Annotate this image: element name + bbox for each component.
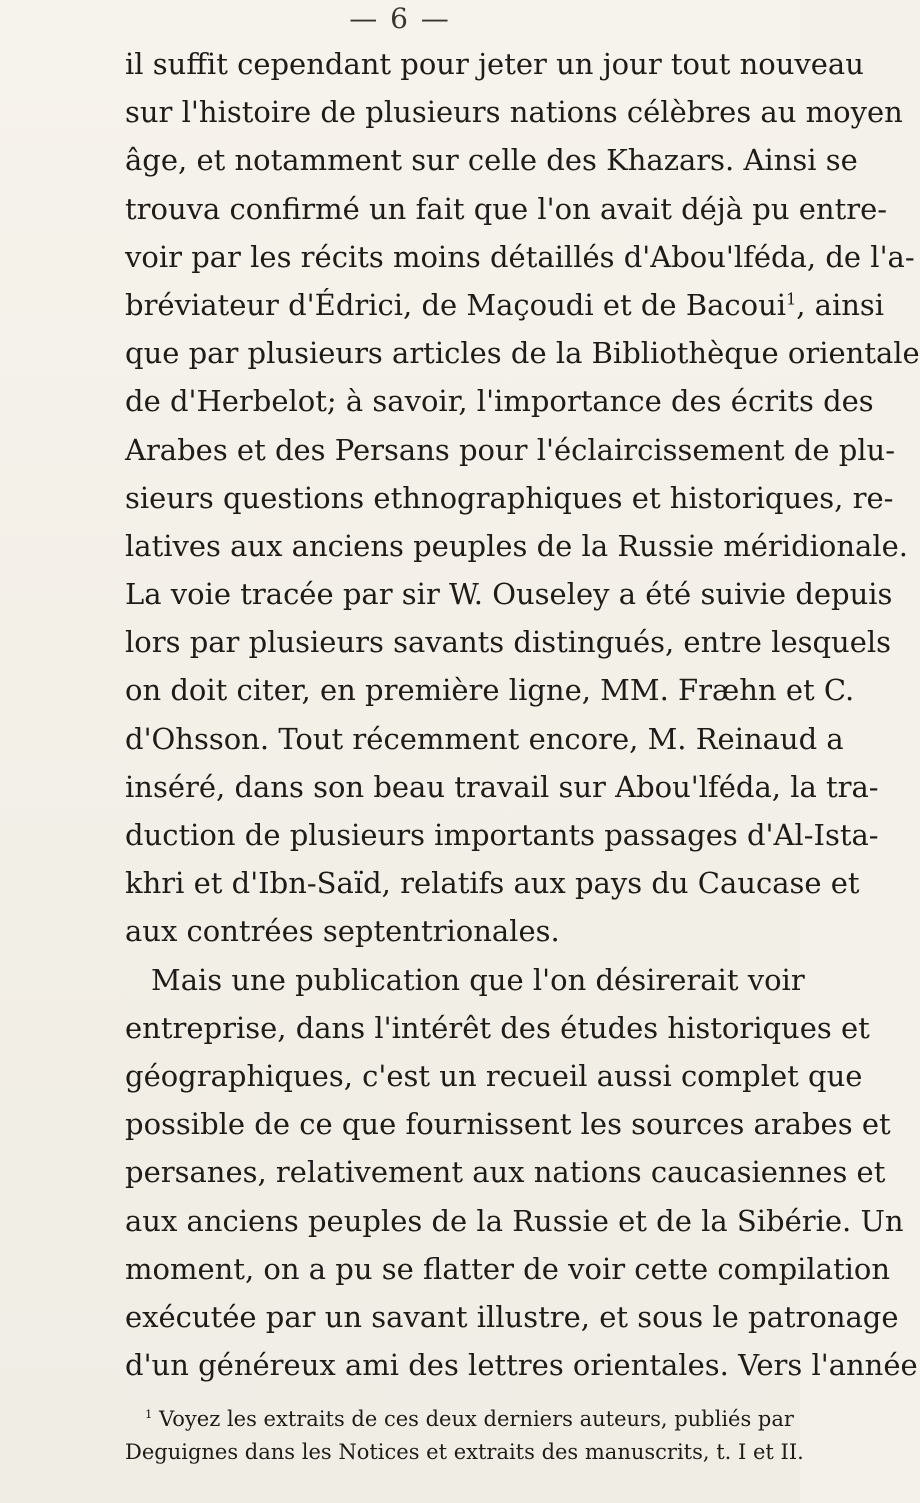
main-text bbox=[125, 40, 920, 1389]
text-line: d'un généreux ami des lettres orientales. Vers l'année bbox=[125, 1348, 918, 1383]
text-line: inséré, dans son beau travail sur Abou'lféda, la tra- bbox=[125, 769, 879, 804]
text-line: khri et d'Ibn-Saïd, relatifs aux pays du Caucase et bbox=[125, 866, 860, 901]
text-line: entreprise, dans l'intérêt des études historiques et bbox=[125, 1010, 870, 1045]
text-line: La voie tracée par sir W. Ouseley a été suivie depuis bbox=[125, 577, 893, 612]
text-line: Arabes et des Persans pour l'éclaircissement de plu- bbox=[125, 432, 896, 467]
text-line: lors par plusieurs savants distingués, entre lesquels bbox=[125, 625, 892, 660]
footnote bbox=[125, 1403, 804, 1469]
text-line: exécutée par un savant illustre, et sous le patronage bbox=[125, 1299, 899, 1334]
text-line: d'Ohsson. Tout récemment encore, M. Reinaud a bbox=[125, 721, 844, 756]
footnote-marker: 1 bbox=[145, 1407, 153, 1421]
footnote-text: Voyez les extraits de ces deux derniers auteurs, publiés par bbox=[159, 1407, 794, 1431]
text-line: aux anciens peuples de la Russie et de la Sibérie. Un bbox=[125, 1203, 904, 1238]
text-segment: bréviateur d'Édrici, de Maçoudi et de Bacoui bbox=[125, 287, 787, 322]
footnote-line: Deguignes dans les Notices et extraits des manuscrits, t. I et II. bbox=[125, 1440, 804, 1464]
text-line: de d'Herbelot; à savoir, l'importance des écrits des bbox=[125, 384, 874, 419]
footnote-reference: 1 bbox=[786, 289, 797, 309]
footnote-line bbox=[125, 1403, 794, 1436]
text-line-with-note bbox=[125, 281, 885, 329]
paragraph-start-line: Mais une publication que l'on désirerait voir bbox=[151, 962, 805, 997]
text-line: géographiques, c'est un recueil aussi complet que bbox=[125, 1058, 863, 1093]
text-line: persanes, relativement aux nations caucasiennes et bbox=[125, 1155, 886, 1190]
text-segment: , ainsi bbox=[796, 287, 885, 322]
text-line: duction de plusieurs importants passages d'Al-Ista- bbox=[125, 818, 879, 852]
text-line: aux contrées septentrionales. bbox=[125, 914, 560, 949]
text-line: on doit citer, en première ligne, MM. Fræhn et C. bbox=[125, 673, 855, 708]
text-line: trouva confirmé un fait que l'on avait déjà pu entre- bbox=[125, 191, 888, 226]
text-line: possible de ce que fournissent les sources arabes et bbox=[125, 1107, 891, 1142]
text-line: âge, et notamment sur celle des Khazars. Ainsi se bbox=[125, 143, 858, 178]
text-line: il suffit cependant pour jeter un jour tout nouveau bbox=[125, 47, 864, 81]
text-line: sur l'histoire de plusieurs nations célèbres au moyen bbox=[125, 95, 903, 130]
text-line: moment, on a pu se flatter de voir cette compilation bbox=[125, 1251, 891, 1286]
text-line: latives aux anciens peuples de la Russie méridionale. bbox=[125, 528, 908, 563]
page-number: — 6 — bbox=[349, 2, 451, 35]
text-line: voir par les récits moins détaillés d'Abou'lféda, de l'a- bbox=[125, 239, 915, 274]
text-line: que par plusieurs articles de la Bibliothèque orientale bbox=[125, 336, 920, 371]
text-line: sieurs questions ethnographiques et historiques, re- bbox=[125, 480, 894, 515]
